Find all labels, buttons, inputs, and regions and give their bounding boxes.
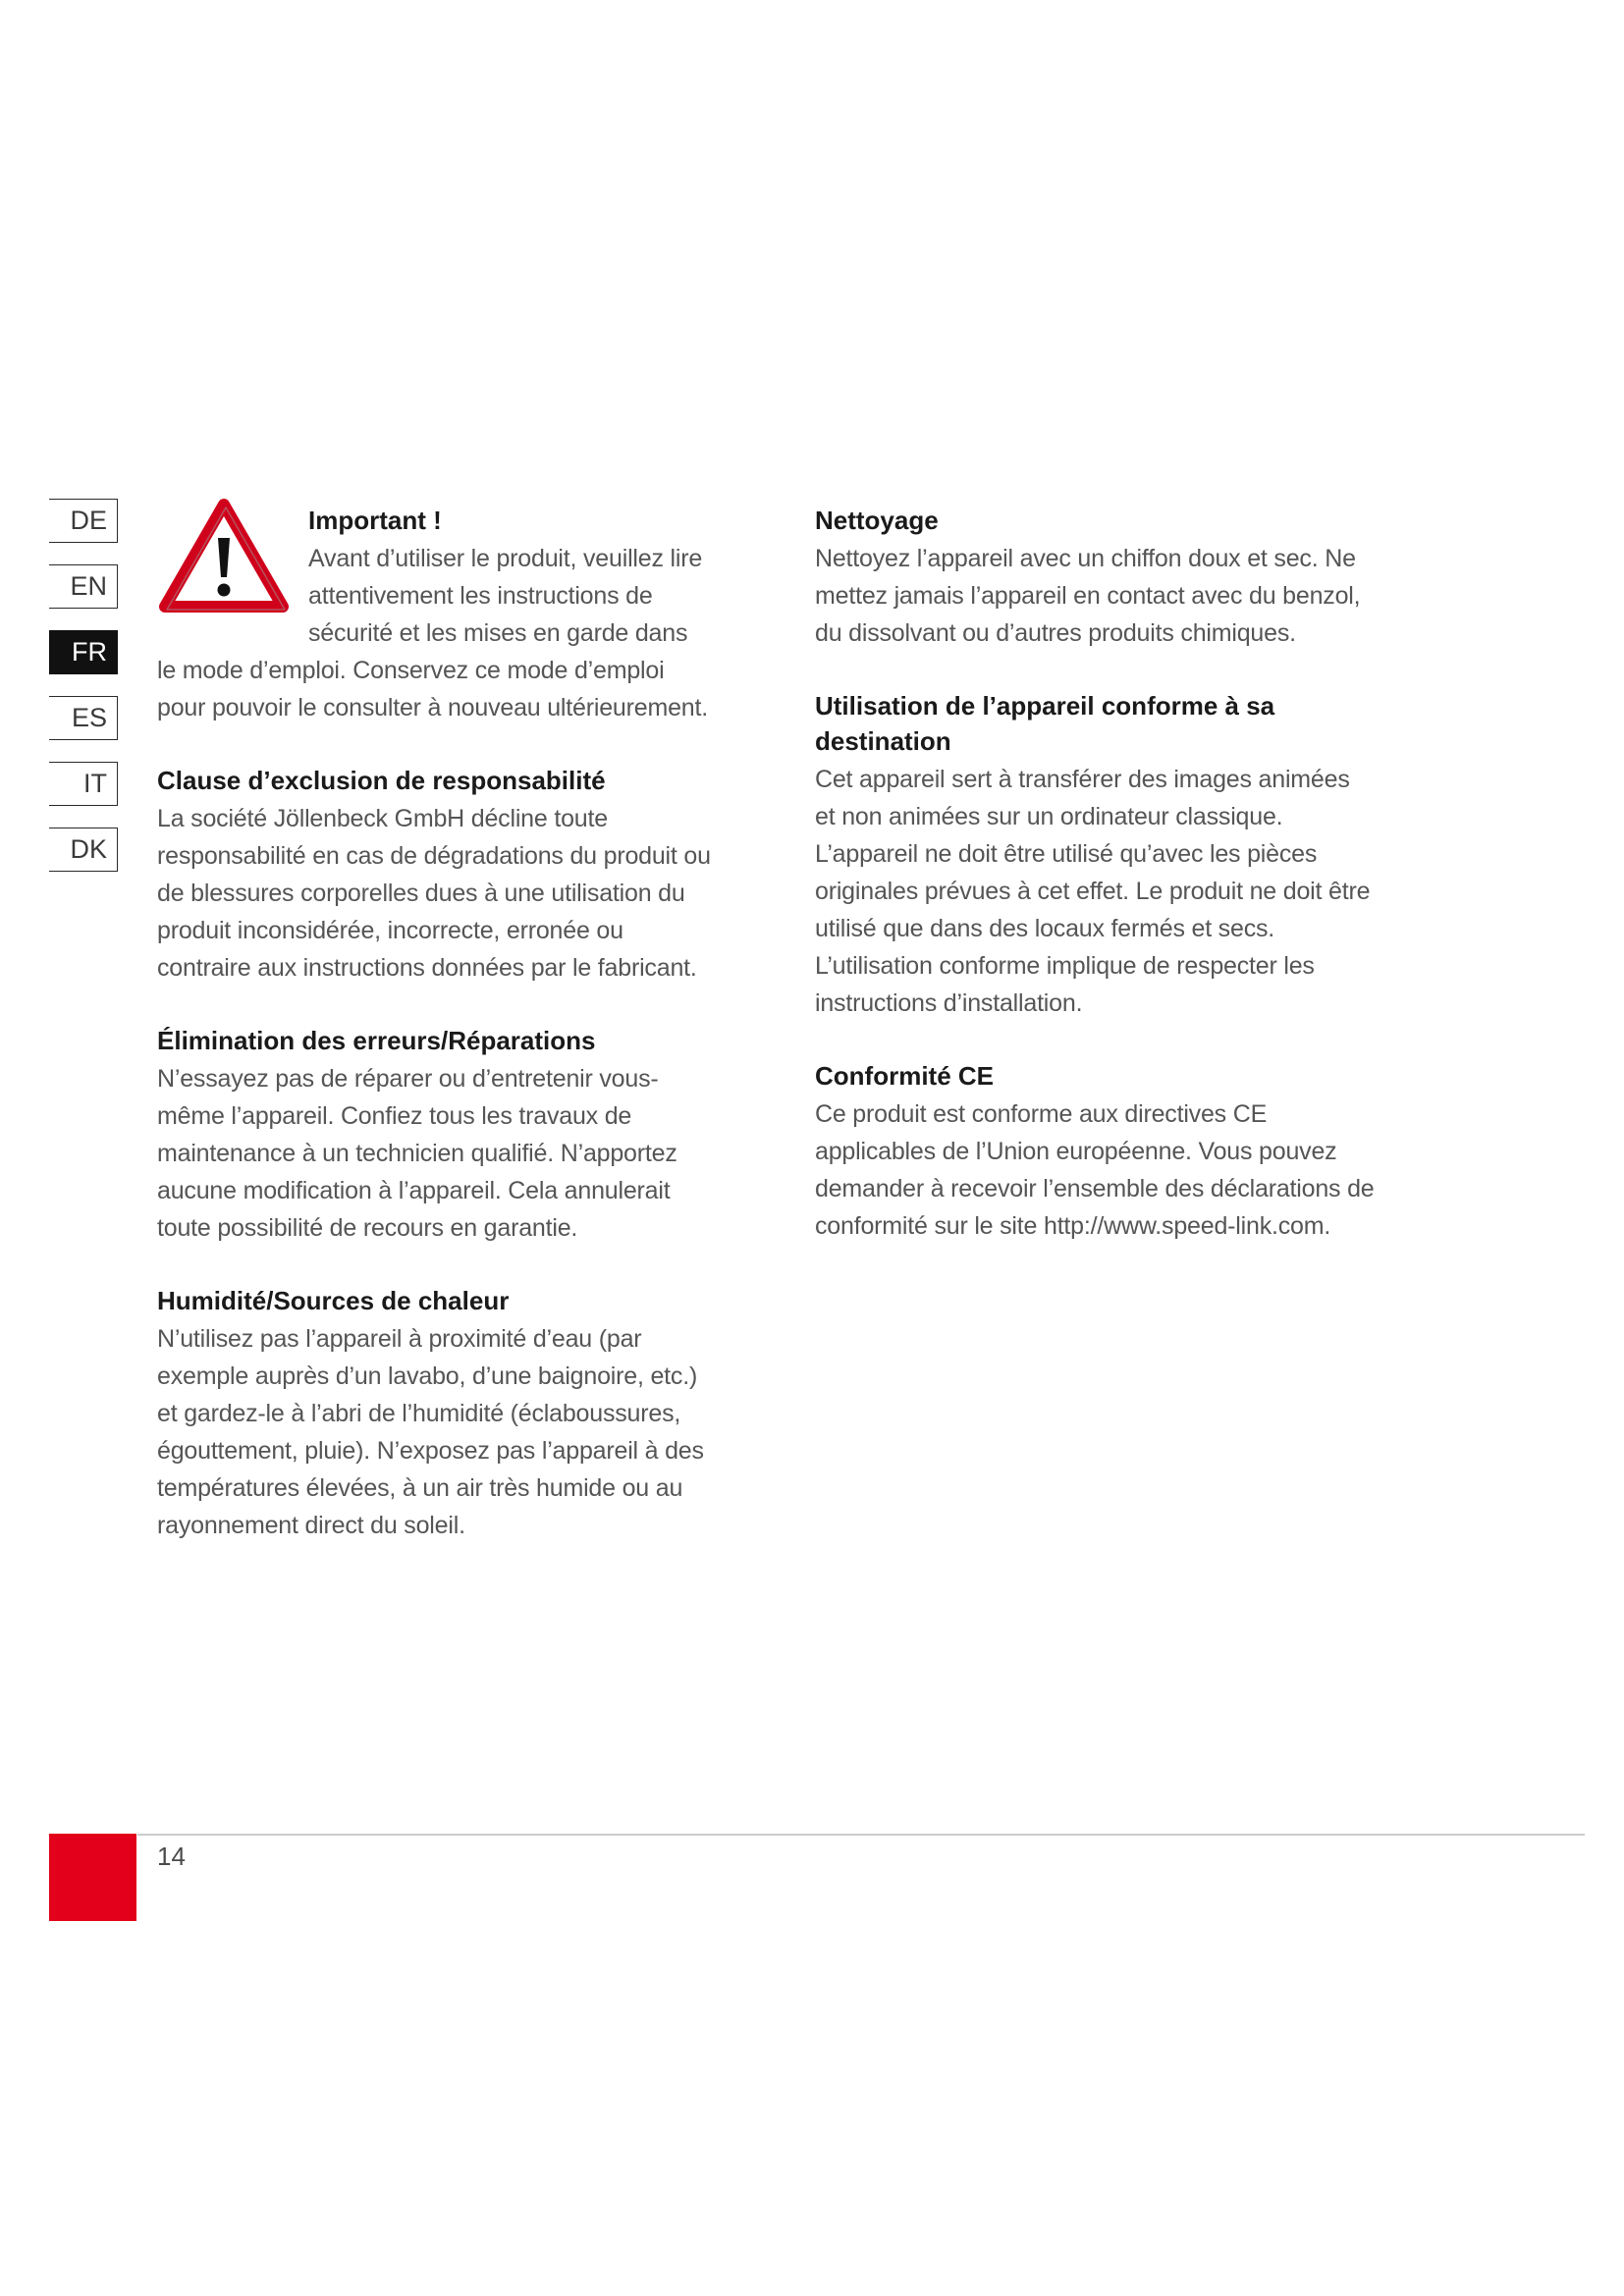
right-column xyxy=(815,503,1375,1281)
section-cleaning xyxy=(815,503,1375,652)
page-number: 14 xyxy=(157,1842,186,1871)
lang-tab-en[interactable]: EN xyxy=(49,564,118,609)
disclaimer-heading: Clause d’exclusion de responsabilité xyxy=(157,766,606,795)
lang-tab-it[interactable]: IT xyxy=(49,762,118,806)
humidity-text: N’utilisez pas l’appareil à proximité d’eau (par exemple auprès d’un lavabo, d’une baignoire, etc.) et gardez-le à l’abri de l’humidité (éclaboussures, égouttement, pluie). N’exposez pas l’appareil à des températures élevées, à un air très humide ou au rayonnement direct du soleil. xyxy=(157,1325,704,1539)
lang-tab-fr[interactable]: FR xyxy=(49,630,118,674)
section-ce xyxy=(815,1058,1375,1245)
lang-tab-dk[interactable]: DK xyxy=(49,828,118,872)
ce-heading: Conformité CE xyxy=(815,1061,994,1091)
humidity-heading: Humidité/Sources de chaleur xyxy=(157,1286,510,1315)
disclaimer-text: La société Jöllenbeck GmbH décline toute responsabilité en cas de dégradations du produit ou de blessures corporelles dues à une utilisation du produit inconsidérée, incorrecte, erronée ou contraire aux instructions données par le fabricant. xyxy=(157,805,711,982)
important-text: Avant d’utiliser le produit, veuillez lire attentivement les instructions de sécurité et les mises en garde dans le mode d’emploi. Conservez ce mode d’emploi pour pouvoir le consulter à nouveau ultérieurement. xyxy=(157,545,708,721)
section-important xyxy=(157,503,712,726)
footer-accent-block xyxy=(49,1834,136,1921)
section-humidity xyxy=(157,1283,712,1544)
lang-tab-de[interactable]: DE xyxy=(49,499,118,543)
section-intended-use xyxy=(815,688,1375,1022)
ce-text: Ce produit est conforme aux directives CE applicables de l’Union européenne. Vous pouvez demander à recevoir l’ensemble des déclarations de conformité sur le site http://www.speed-link.com. xyxy=(815,1100,1375,1240)
repairs-heading: Élimination des erreurs/Réparations xyxy=(157,1026,596,1055)
warning-triangle-icon xyxy=(159,499,289,614)
cleaning-heading: Nettoyage xyxy=(815,506,939,535)
repairs-text: N’essayez pas de réparer ou d’entretenir vous-même l’appareil. Confiez tous les travaux de maintenance à un technicien qualifié. N’apportez aucune modification à l’appareil. Cela annulerait toute possibilité de recours en garantie. xyxy=(157,1065,677,1242)
cleaning-text: Nettoyez l’appareil avec un chiffon doux et sec. Ne mettez jamais l’appareil en contact avec du benzol, du dissolvant ou d’autres produits chimiques. xyxy=(815,545,1361,647)
lang-tab-es[interactable]: ES xyxy=(49,696,118,740)
important-heading: Important ! xyxy=(308,506,442,535)
language-tabs xyxy=(49,499,118,893)
section-repairs xyxy=(157,1023,712,1247)
footer-divider xyxy=(137,1834,1585,1836)
intended-use-heading: Utilisation de l’appareil conforme à sa destination xyxy=(815,691,1275,756)
left-column xyxy=(157,503,712,1580)
intended-use-text: Cet appareil sert à transférer des images animées et non animées sur un ordinateur classique. L’appareil ne doit être utilisé qu’avec les pièces originales prévues à cet effet. Le produit ne doit être utilisé que dans des locaux fermés et secs. L’utilisation conforme implique de respecter les instructions d’installation. xyxy=(815,766,1371,1017)
section-disclaimer xyxy=(157,763,712,987)
